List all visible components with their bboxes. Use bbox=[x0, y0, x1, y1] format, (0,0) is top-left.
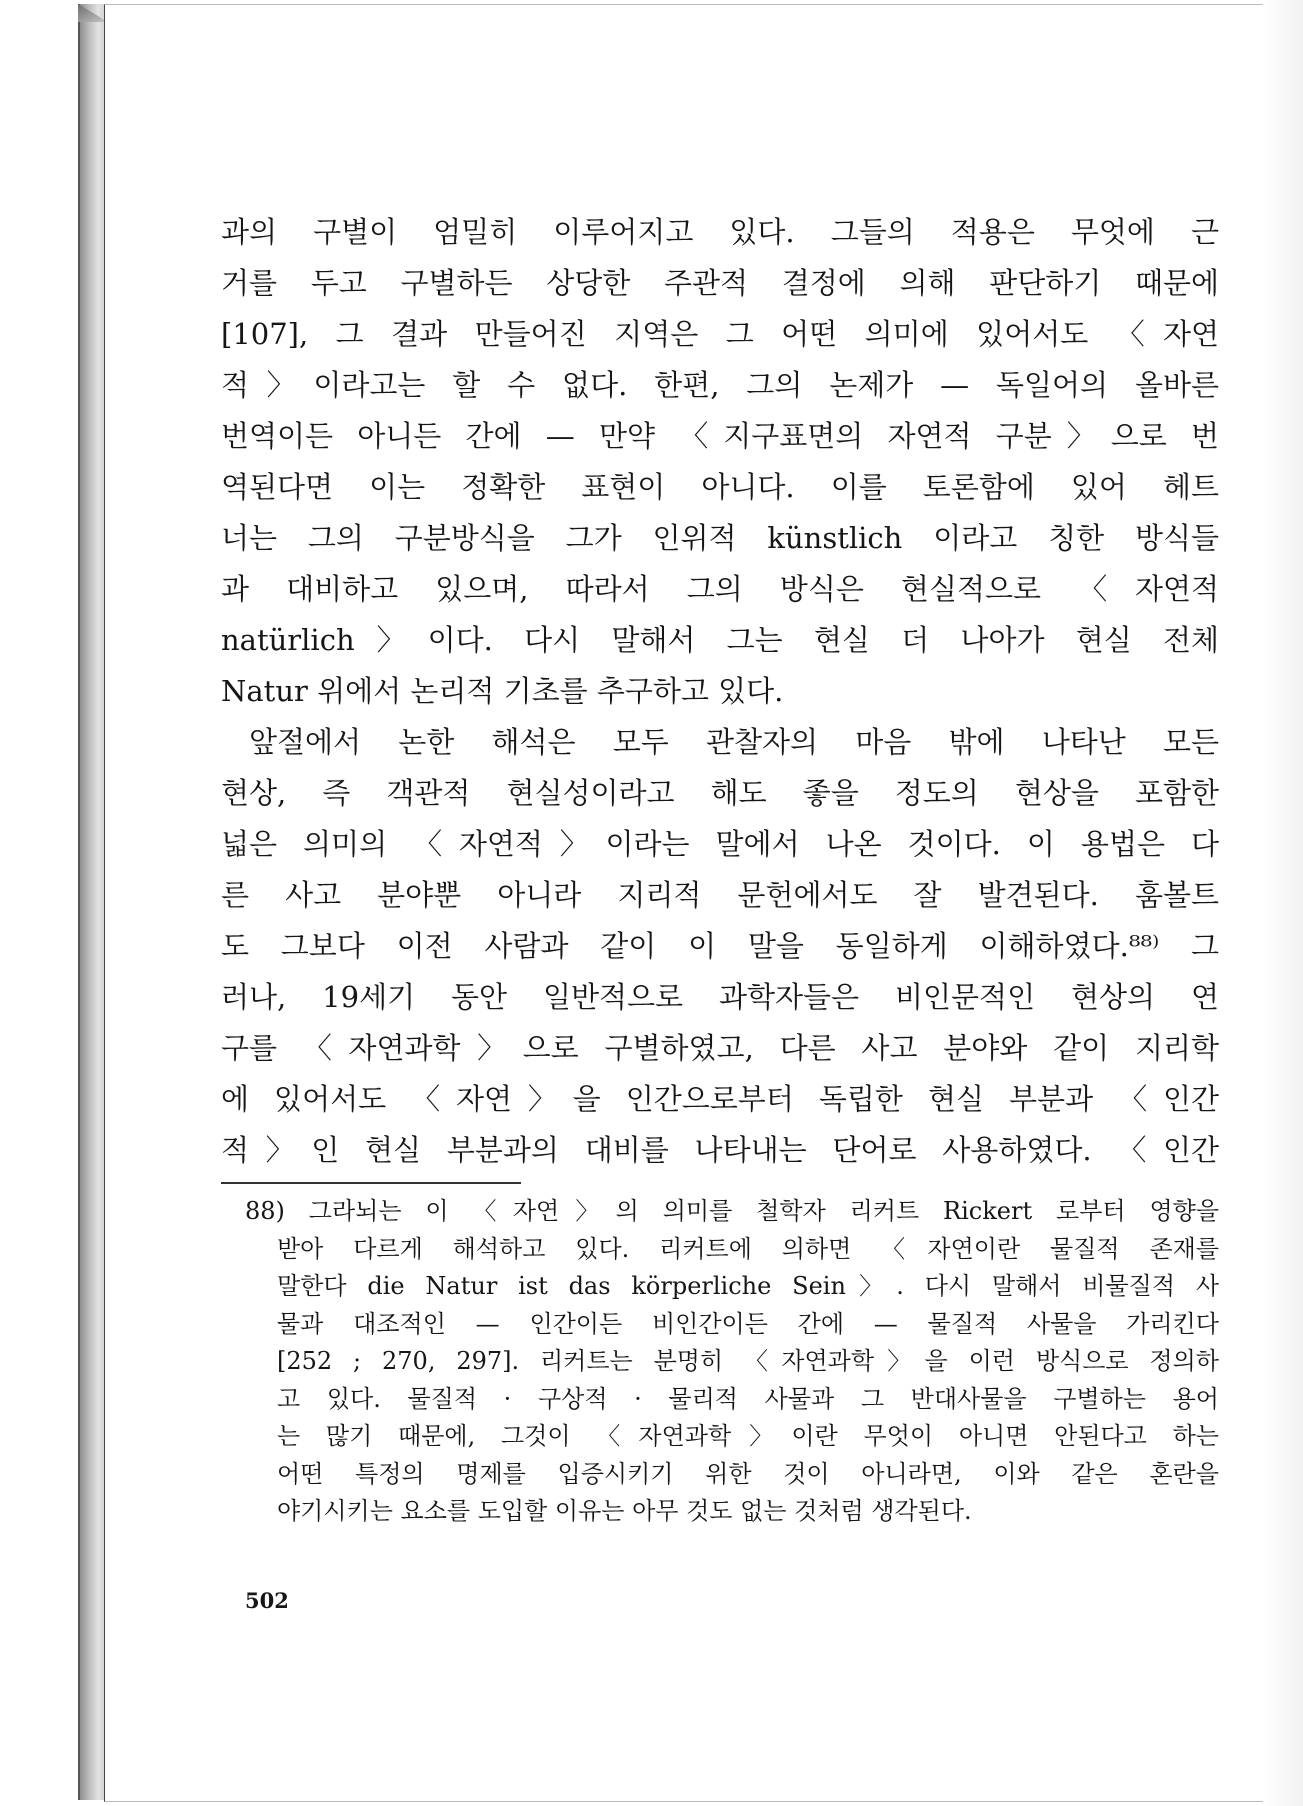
body-line: 앞절에서 논한 해석은 모두 관찰자의 마음 밖에 나타난 모든 bbox=[249, 725, 1219, 759]
body-line: 적〉인 현실 부분과의 대비를 나타내는 단어로 사용하였다. 〈인간 bbox=[221, 1133, 1219, 1167]
footnote-line: 말한다 die Natur ist das körperliche Sein〉. 다시 말해서 비물질적 사 bbox=[277, 1272, 1219, 1300]
body-line: 과의 구별이 엄밀히 이루어지고 있다. 그들의 적용은 무엇에 근 bbox=[221, 215, 1219, 249]
footnote-line: 는 많기 때문에, 그것이 〈자연과학〉이란 무엇이 아니면 안된다고 하는 bbox=[277, 1422, 1219, 1450]
body-line: 도 그보다 이전 사람과 같이 이 말을 동일하게 이해하였다.⁸⁸⁾ 그 bbox=[221, 929, 1219, 963]
body-line: natürlich〉이다. 다시 말해서 그는 현실 더 나아가 현실 전체 bbox=[221, 623, 1219, 657]
body-line: 역된다면 이는 정확한 표현이 아니다. 이를 토론함에 있어 헤트 bbox=[221, 470, 1219, 504]
footnote-divider bbox=[221, 1182, 521, 1184]
footnote-88 bbox=[245, 1193, 1219, 1531]
body-line: 과 대비하고 있으며, 따라서 그의 방식은 현실적으로 〈자연적 bbox=[221, 572, 1219, 606]
body-line: 적〉이라고는 할 수 없다. 한편, 그의 논제가 — 독일어의 올바른 bbox=[221, 368, 1219, 402]
footnote-line: 물과 대조적인 — 인간이든 비인간이든 간에 — 물질적 사물을 가리킨다 bbox=[277, 1309, 1219, 1338]
body-line: [107], 그 결과 만들어진 지역은 그 어떤 의미에 있어서도 〈자연 bbox=[221, 317, 1219, 351]
footnote-line: [252 ; 270, 297]. 리커트는 분명히 〈자연과학〉을 이런 방식으로 정의하 bbox=[277, 1347, 1219, 1375]
body-line: 넓은 의미의 〈자연적〉이라는 말에서 나온 것이다. 이 용법은 다 bbox=[221, 827, 1219, 861]
footnote-line: 어떤 특정의 명제를 입증시키기 위한 것이 아니라면, 이와 같은 혼란을 bbox=[277, 1459, 1219, 1488]
book-page bbox=[104, 4, 1280, 1802]
body-line: 거를 두고 구별하든 상당한 주관적 결정에 의해 판단하기 때문에 bbox=[221, 266, 1219, 300]
scan-margin bbox=[1263, 0, 1303, 1806]
footnote-line: 88) 그라뇌는 이 〈자연〉의 의미를 철학자 리커트 Rickert 로부터 영향을 bbox=[245, 1197, 1219, 1225]
footnote-line: 야기시키는 요소를 도입할 이유는 아무 것도 없는 것처럼 생각된다. bbox=[277, 1497, 972, 1525]
body-line: 현상, 즉 객관적 현실성이라고 해도 좋을 정도의 현상을 포함한 bbox=[221, 776, 1219, 810]
footnote-line: 받아 다르게 해석하고 있다. 리커트에 의하면 〈자연이란 물질적 존재를 bbox=[277, 1234, 1219, 1263]
body-line: 번역이든 아니든 간에 — 만약 〈지구표면의 자연적 구분〉으로 번 bbox=[221, 419, 1219, 453]
body-line: 너는 그의 구분방식을 그가 인위적 künstlich 이라고 칭한 방식들 bbox=[221, 521, 1219, 555]
body-line: Natur 위에서 논리적 기초를 추구하고 있다. bbox=[221, 674, 784, 708]
body-line: 른 사고 분야뿐 아니라 지리적 문헌에서도 잘 발견된다. 훔볼트 bbox=[221, 878, 1219, 912]
body-line: 에 있어서도 〈자연〉을 인간으로부터 독립한 현실 부분과 〈인간 bbox=[221, 1082, 1219, 1116]
body-line: 구를 〈자연과학〉으로 구별하였고, 다른 사고 분야와 같이 지리학 bbox=[221, 1031, 1219, 1065]
footnote-line: 고 있다. 물질적 · 구상적 · 물리적 사물과 그 반대사물을 구별하는 용어 bbox=[277, 1384, 1219, 1413]
page-stack-edge bbox=[78, 4, 106, 1800]
page-number: 502 bbox=[245, 1588, 289, 1613]
body-line: 러나, 19세기 동안 일반적으로 과학자들은 비인문적인 현상의 연 bbox=[221, 980, 1219, 1014]
main-body-text bbox=[221, 207, 1219, 1176]
